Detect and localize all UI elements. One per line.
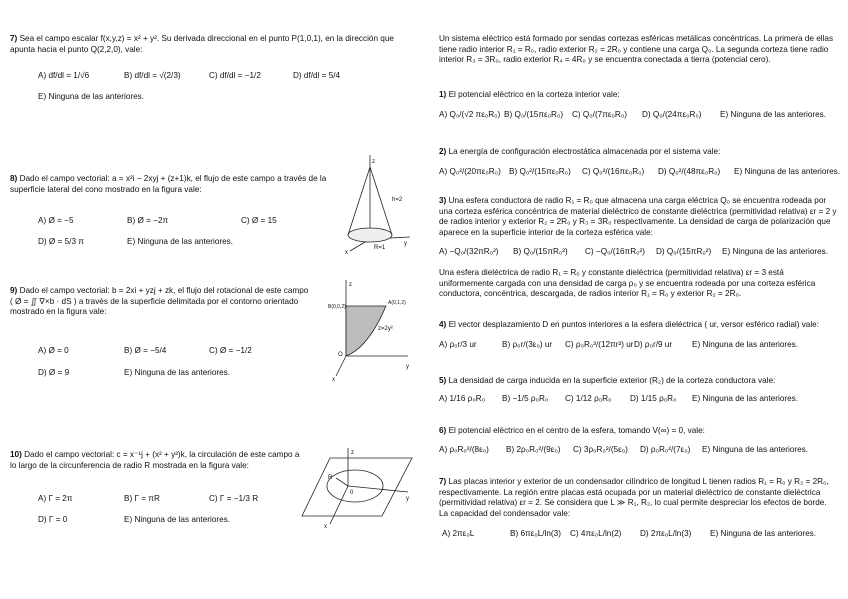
question-3 — [439, 196, 837, 238]
option-c[interactable]: C) Ø = 15 — [241, 216, 277, 225]
options-row — [0, 342, 330, 382]
x-axis — [330, 486, 348, 524]
option-c[interactable]: C) df/dl = −1/2 — [209, 71, 261, 80]
option-b[interactable]: B) Γ = πR — [124, 494, 160, 503]
radius-label: R — [328, 475, 333, 481]
option-b[interactable]: B) −1/5 ρ₀R₀ — [502, 394, 549, 403]
option-c[interactable]: C) −Q₀/(16πR₀²) — [585, 247, 645, 256]
question-number: 5) — [439, 376, 447, 385]
option-c[interactable]: C) 3ρ₀R₀²/(5ε₀) — [573, 445, 628, 454]
option-a[interactable]: A) 1/16 ρ₀R₀ — [439, 394, 486, 403]
question-text: Las placas interior y exterior de un condensador cilíndrico de longitud L tienen radios R₁ = R₀ y R₂ = 2R₀, respectivamente. La región entre placas está ocupada por un material dieléctrico de constante dieléctrica (permitividad relativa) εr = 2. Se considera que L ≫ R₁, R₂, lo cual permite despreciar los efectos de borde. La capacidad del condensador vale: — [439, 477, 829, 518]
option-d[interactable]: D) df/dl = 5/4 — [293, 71, 341, 80]
question-number: 2) — [439, 147, 447, 156]
z-label: z — [349, 282, 352, 288]
option-a[interactable]: A) Ø = 0 — [38, 346, 69, 355]
option-c[interactable]: C) 1/12 ρ₀R₀ — [565, 394, 612, 403]
question-6 — [439, 426, 837, 437]
question-text: Una esfera conductora de radio R₁ = R₀ que almacena una carga eléctrica Q₀ se encuentra rodeada por una corteza esférica concéntrica de material dieléctrico de constante dieléctrica (permitividad relativa) εr = 2 y de radios interior y exterior R₂ = 2R₀ y R₃ = 3R₀ respectivamente. La densidad de carga de polarización que aparece en la superficie interior de la corteza esférica vale: — [439, 196, 837, 237]
question-7-left — [10, 34, 408, 55]
option-e[interactable]: E) Ninguna de las anteriores. — [127, 237, 234, 246]
option-c[interactable]: C) Q₀²/(16πε₀R₀) — [582, 167, 645, 176]
question-10-left — [10, 450, 300, 471]
option-a[interactable]: A) df/dl = 1/√6 — [38, 71, 90, 80]
option-a[interactable]: A) −Q₀/(32πR₀²) — [439, 247, 499, 256]
option-d[interactable]: D) Q₀/(15πR₀²) — [656, 247, 712, 256]
options-row — [430, 243, 840, 263]
option-b[interactable]: B) Q₀/(15πε₀R₀) — [504, 110, 564, 119]
option-e[interactable]: E) Ninguna de las anteriores. — [124, 368, 231, 377]
cone-side-right — [370, 167, 392, 235]
option-d[interactable]: D) Γ = 0 — [38, 515, 68, 524]
option-b[interactable]: B) Ø = −2π — [127, 216, 169, 225]
cone-side-left — [348, 167, 370, 235]
option-c[interactable]: C) 4πε₀L/ln(2) — [570, 529, 622, 538]
height-label: h=2 — [392, 197, 403, 203]
option-a[interactable]: A) Γ = 2π — [38, 494, 73, 503]
option-d[interactable]: D) ρ₀R₀²/(7ε₀) — [640, 445, 691, 454]
question-number: 6) — [439, 426, 447, 435]
option-c[interactable]: C) Γ = −1/3 R — [209, 494, 259, 503]
question-number: 4) — [439, 320, 447, 329]
option-c[interactable]: C) ρ₀R₀³/(12πr²) ur — [565, 340, 634, 349]
option-a[interactable]: A) Ø = −5 — [38, 216, 74, 225]
question-text: El potencial eléctrico en la corteza interior vale: — [448, 90, 620, 99]
option-d[interactable]: D) ρ₀r/9 ur — [634, 340, 673, 349]
question-text: Dado el campo vectorial: c = x⁻¹j + (x² + y²)k, la circulación de este campo a lo largo de la circunferencia de radio R mostrada en la figura vale: — [10, 450, 300, 470]
circle — [327, 470, 383, 502]
options-row — [0, 214, 330, 254]
option-c[interactable]: C) Q₀/(7πε₀R₀) — [572, 110, 627, 119]
x-label: x — [324, 524, 327, 530]
options-row — [430, 390, 840, 410]
option-e[interactable]: E) Ninguna de las anteriores. — [38, 92, 145, 101]
x-axis — [336, 356, 346, 376]
question-1 — [439, 90, 837, 101]
option-d[interactable]: D) Ø = 9 — [38, 368, 70, 377]
z-label: z — [372, 159, 375, 165]
intro-spherical-shells: Un sistema eléctrico está formado por sendas cortezas esféricas metálicas concéntricas. La primera de ellas tiene radio interior R₁ = R₀, radio exterior R₂ = 2R₀ y contiene una carga Q₀. La segunda corteza tiene radio interior R₃ = 3R₀, radio exterior R₄ = 4R₀ y se encuentra conectada a tierra (potencial cero). — [439, 34, 834, 64]
question-number: 7) — [10, 34, 18, 43]
question-4 — [439, 320, 837, 331]
option-e[interactable]: E) Ninguna de las anteriores. — [702, 445, 809, 454]
option-d[interactable]: D) 2πε₀L/ln(3) — [640, 529, 692, 538]
option-d[interactable]: D) Q₀²/(48πε₀R₀) — [658, 167, 721, 176]
option-a[interactable]: A) Q₀²/(20πε₀R₀) — [439, 167, 501, 176]
y-label: y — [406, 364, 409, 370]
option-b[interactable]: B) 2ρ₀R₀²/(9ε₀) — [506, 445, 561, 454]
y-label: y — [404, 241, 407, 247]
option-e[interactable]: E) Ninguna de las anteriores. — [722, 247, 829, 256]
option-a[interactable]: A) ρ₀R₀²/(8ε₀) — [439, 445, 489, 454]
origin-label: O — [338, 352, 343, 358]
question-number: 10) — [10, 450, 22, 459]
question-text: La densidad de carga inducida en la superficie exterior (R₂) de la corteza conductora vale: — [448, 376, 776, 385]
question-text: Sea el campo escalar f(x,y,z) = x² + y². Su derivada direccional en el punto P(1,0,1), en la dirección que apunta hacia el punto Q(2,2,0), vale: — [10, 34, 394, 54]
cone-base — [348, 228, 392, 242]
option-e[interactable]: E) Ninguna de las anteriores. — [692, 394, 799, 403]
option-b[interactable]: B) df/dl = √(2/3) — [124, 71, 181, 80]
curve-label: z=2y² — [378, 326, 393, 332]
option-e[interactable]: E) Ninguna de las anteriores. — [734, 167, 841, 176]
x-label: x — [345, 250, 348, 255]
x-label: x — [332, 377, 335, 383]
option-b[interactable]: B) Ø = −5/4 — [124, 346, 167, 355]
question-text: El potencial eléctrico en el centro de la esfera, tomando V(∞) = 0, vale: — [448, 426, 705, 435]
question-8-left — [10, 174, 328, 195]
question-number: 7) — [439, 477, 447, 486]
question-text: Dado el campo vectorial: a = x²i − 2xyj + (z+1)k, el flujo de este campo a través de la superficie lateral del cono mostrado en la figura vale: — [10, 174, 327, 194]
contour-figure — [328, 278, 418, 383]
option-a[interactable]: A) ρ₀r/3 ur — [439, 340, 477, 349]
option-b[interactable]: B) ρ₀r/(3ε₀) ur — [502, 340, 553, 349]
radius-label: R=1 — [374, 245, 386, 251]
question-number: 3) — [439, 196, 447, 205]
option-e[interactable]: E) Ninguna de las anteriores. — [692, 340, 799, 349]
z-label: z — [351, 450, 354, 456]
option-d[interactable]: D) Ø = 5/3 π — [38, 237, 84, 246]
intro-dielectric-sphere: Una esfera dieléctrica de radio R₁ = R₀ y constante dieléctrica (permitividad relativa) εr = 3 está uniformemente cargada con una densidad de carga ρ₀ y se encuentra rodeada por una corteza esférica conductora, concéntrica, descargada, de radios interior R₁ = R₀ y exterior R₂ = 2R₀. — [439, 268, 816, 298]
options-row — [430, 106, 840, 126]
question-number: 9) — [10, 286, 18, 295]
question-number: 1) — [439, 90, 447, 99]
radius-line — [336, 478, 348, 486]
question-5 — [439, 376, 837, 387]
question-2 — [439, 147, 837, 158]
circle-plane-figure — [300, 446, 415, 531]
options-row — [430, 525, 840, 545]
point-b-label: B(0,0,2) — [328, 304, 346, 310]
question-text: El vector desplazamiento D en puntos interiores a la esfera dieléctrica ( ur, versor esférico radial) vale: — [448, 320, 819, 329]
option-a[interactable]: A) 2πε₀L — [442, 529, 475, 538]
option-b[interactable]: B) 6πε₀L/ln(3) — [510, 529, 561, 538]
options-row — [430, 441, 840, 461]
question-7-right — [439, 477, 837, 519]
option-d[interactable]: D) 1/15 ρ₀R₀ — [630, 394, 677, 403]
cone-figure — [340, 155, 420, 255]
question-text: Dado el campo vectorial: b = 2xi + yzj + zk, el flujo del rotacional de este campo ( Ø = ∬ ∇×b · dS ) a través de la superficie delimitada por el contorno orientado mostrado en la figura vale: — [10, 286, 309, 316]
point-a-label: A(0,1,2) — [388, 300, 406, 306]
option-a[interactable]: A) Q₀/(√2 πε₀R₀) — [439, 110, 501, 119]
question-9-left — [10, 286, 310, 318]
option-e[interactable]: E) Ninguna de las anteriores. — [720, 110, 827, 119]
option-e[interactable]: E) Ninguna de las anteriores. — [710, 529, 817, 538]
option-e[interactable]: E) Ninguna de las anteriores. — [124, 515, 231, 524]
option-d[interactable]: D) Q₀/(24πε₀R₀) — [642, 110, 702, 119]
option-b[interactable]: B) Q₀/(15πR₀²) — [513, 247, 568, 256]
options-row — [430, 163, 840, 183]
origin-label: 0 — [350, 490, 354, 496]
options-row — [0, 490, 330, 530]
option-c[interactable]: C) Ø = −1/2 — [209, 346, 252, 355]
question-text: La energía de configuración electrostática almacenada por el sistema vale: — [448, 147, 721, 156]
option-b[interactable]: B) Q₀²/(15πε₀R₀) — [509, 167, 571, 176]
y-label: y — [406, 496, 409, 502]
question-number: 8) — [10, 174, 18, 183]
y-axis — [348, 486, 408, 492]
options-row — [430, 336, 840, 356]
